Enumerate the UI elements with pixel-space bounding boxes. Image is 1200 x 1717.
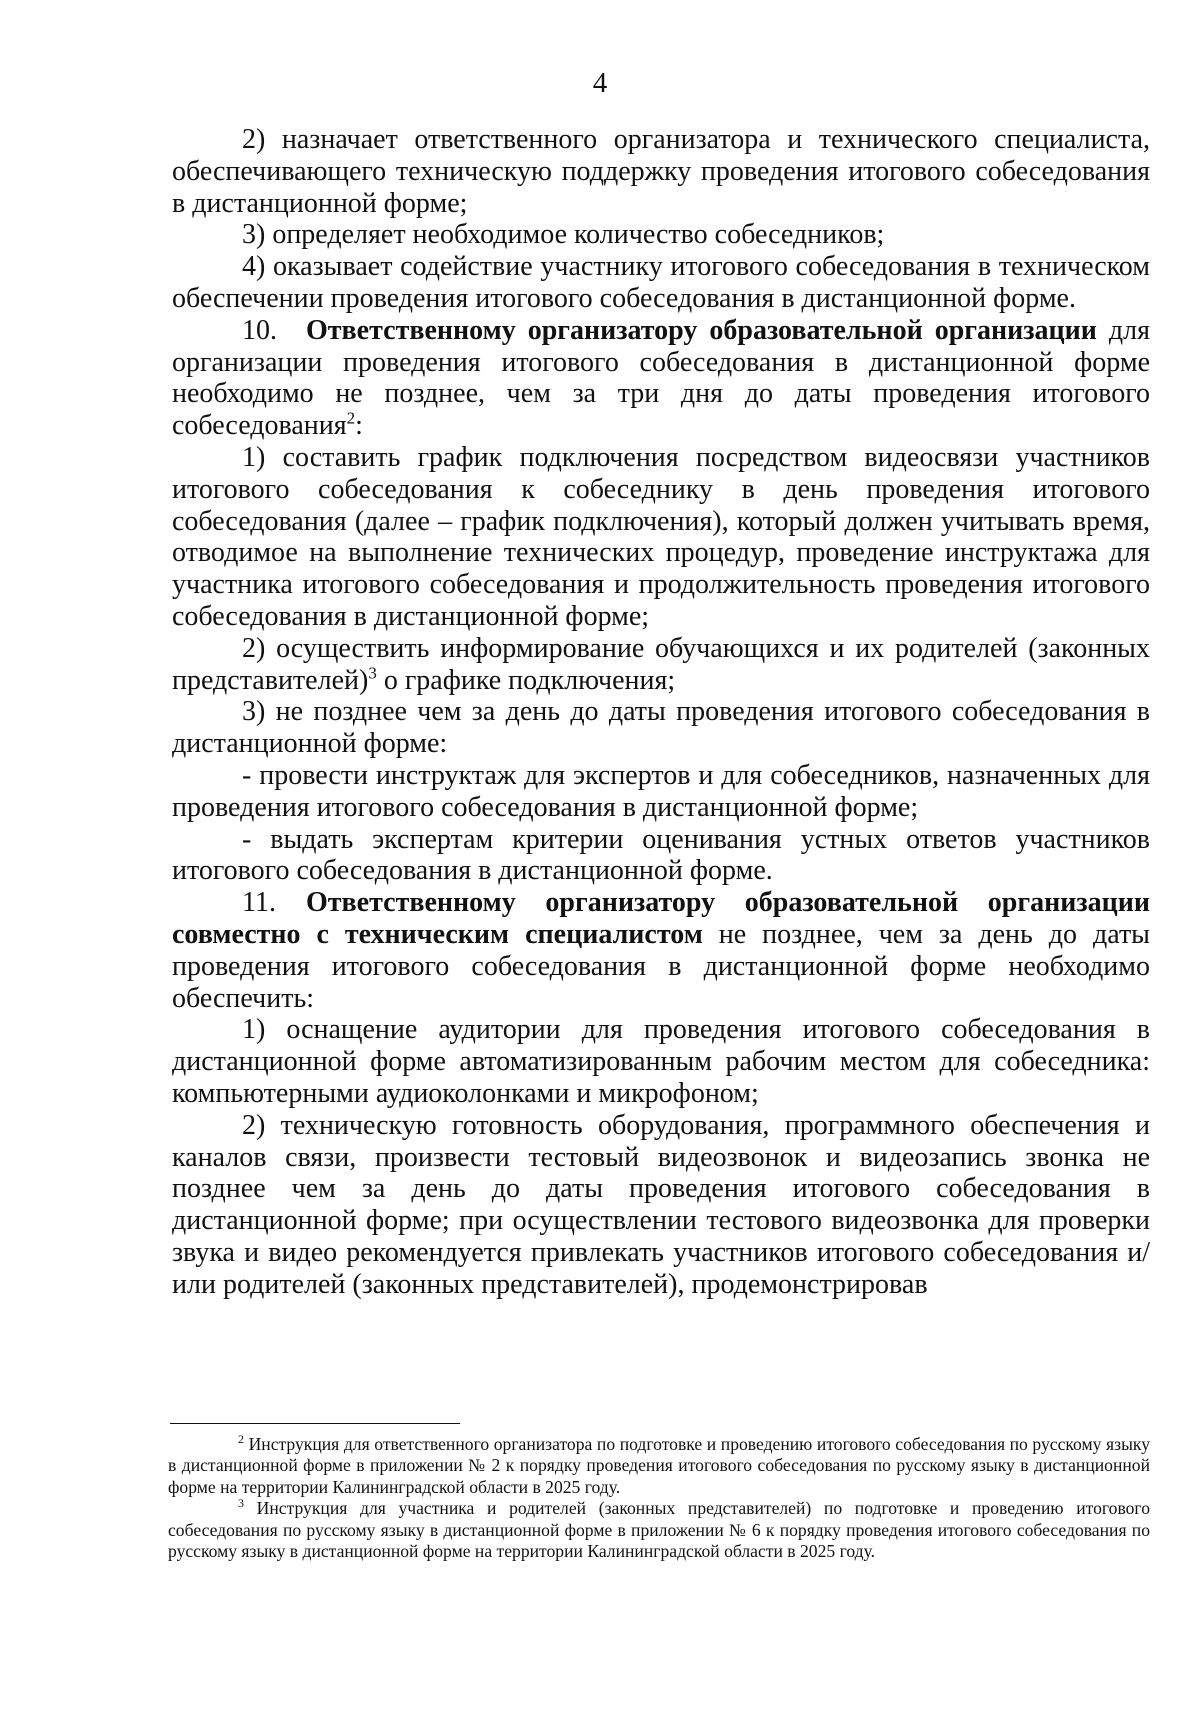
paragraph-10-2-text: 2) осуществить информирование обучающихся и их родителей (законных представителей) (172, 632, 1150, 696)
section-11-bold-heading: Ответственному организатору образовательной организации совместно с техническим специалистом (172, 887, 1150, 950)
footnote-ref-3[interactable]: 3 (368, 663, 377, 683)
paragraph-11-1: 1) оснащение аудитории для проведения итогового собеседования в дистанционной форме автоматизированным рабочим местом для собеседника: компьютерными аудиоколонками и микрофоном; (172, 1014, 1150, 1109)
paragraph-10-3: 3) не позднее чем за день до даты проведения итогового собеседования в дистанционной форме: (172, 696, 1150, 760)
section-11-number: 11. (242, 887, 276, 919)
section-11 (172, 887, 1150, 1014)
section-10-colon: : (355, 410, 363, 442)
paragraph-item-2: 2) назначает ответственного организатора и технического специалиста, обеспечивающего техническую поддержку проведения итогового собеседования в дистанционной форме; (172, 124, 1150, 219)
paragraph-10-3-dash-1: - провести инструктаж для экспертов и для собеседников, назначенных для проведения итогового собеседования в дистанционной форме; (172, 759, 1150, 823)
footnote-ref-2[interactable]: 2 (346, 408, 356, 428)
footnotes (168, 1434, 1150, 1562)
footnote-3-text: Инструкция для участника и родителей (законных представителей) по подготовке и проведению итогового собеседования по русскому языку в дистанционной форме в приложении № 6 к порядку проведения итогового собеседования по русскому языку в дистанционной форме на территории Калининградской области в 2025 году. (168, 1498, 1150, 1562)
paragraph-10-1: 1) составить график подключения посредством видеосвязи участников итогового собеседования к собеседнику в день проведения итогового собеседования (далее – график подключения), который должен учитывать время, отводимое на выполнение технических процедур, проведение инструктажа для участника итогового собеседования и продолжительность проведения итогового собеседования в дистанционной форме; (172, 441, 1150, 632)
section-11-text: не позднее, чем за день до даты проведения итогового собеседования в дистанционной форме необходимо обеспечить: (172, 918, 1150, 1014)
page-number: 4 (592, 67, 608, 99)
section-10-text: для организации проведения итогового собеседования в дистанционной форме необходимо не позднее, чем за три дня до даты проведения итогового собеседования (172, 314, 1150, 442)
paragraph-10-2-end: о графике подключения; (376, 664, 676, 696)
footnote-2 (168, 1434, 1150, 1498)
paragraph-11-2: 2) техническую готовность оборудования, программного обеспечения и каналов связи, произвести тестовый видеозвонок и видеозапись звонка не позднее чем за день до даты проведения итогового собеседования в дистанционной форме; при осуществлении тестового видеозвонка для проверки звука и видео рекомендуется привлекать участников итогового собеседования и/или родителей (законных представителей), продемонстрировав (172, 1109, 1150, 1300)
paragraph-item-3: 3) определяет необходимое количество собеседников; (242, 219, 885, 251)
footnote-3 (168, 1498, 1150, 1562)
section-10-bold-heading: Ответственному организатору образовательной организации (306, 314, 1097, 346)
section-10-number: 10. (242, 314, 277, 346)
paragraph-10-2 (172, 633, 1150, 697)
footnote-separator (170, 1423, 460, 1424)
section-10 (172, 315, 1150, 442)
paragraph-10-3-dash-2: - выдать экспертам критерии оценивания устных ответов участников итогового собеседования в дистанционной форме. (172, 823, 1150, 887)
document-body (172, 124, 1150, 1300)
footnote-mark-2: 2 (238, 1432, 244, 1447)
footnote-2-text: Инструкция для ответственного организатора по подготовке и проведению итогового собеседования по русскому языку в дистанционной форме в приложении № 2 к порядку проведения итогового собеседования по русскому языку в дистанционной форме на территории Калининградской области в 2025 году. (168, 1434, 1150, 1497)
footnote-mark-3: 3 (238, 1496, 244, 1511)
paragraph-item-4: 4) оказывает содействие участнику итогового собеседования в техническом обеспечении проведения итогового собеседования в дистанционной форме. (172, 251, 1150, 314)
